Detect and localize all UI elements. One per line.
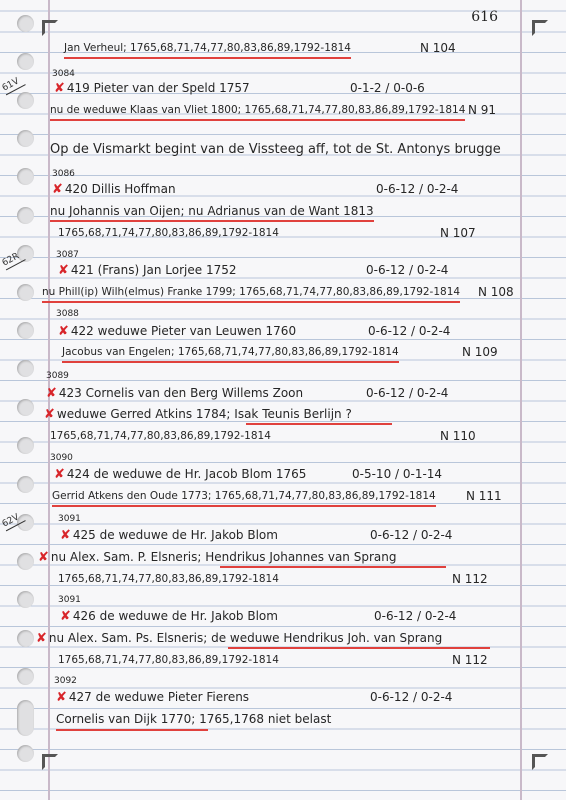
corner-marker bbox=[532, 754, 548, 770]
margin-note: 62R bbox=[0, 251, 22, 269]
entry-line: Jacobus van Engelen; 1765,68,71,74,77,80,83,86,89,1792-1814 bbox=[62, 344, 399, 363]
entry-number: N 109 bbox=[462, 345, 498, 359]
parcel-number: 3084 bbox=[52, 69, 75, 79]
parcel-number: 3091 bbox=[58, 595, 81, 605]
margin-note: 61V bbox=[0, 76, 21, 94]
entry-text: weduwe Gerred Atkins 1784; Isak Teunis Berlijn ? bbox=[56, 407, 352, 421]
entry-line bbox=[58, 527, 278, 544]
corner-marker bbox=[532, 20, 548, 36]
tax-amount: 0-6-12 / 0-2-4 bbox=[366, 263, 449, 277]
binder-hole bbox=[17, 668, 34, 685]
parcel-number: 3089 bbox=[46, 371, 69, 381]
entry-text: nu Alex. Sam. P. Elsneris; Hendrikus Johannes van Sprang bbox=[50, 550, 397, 564]
entry-line: 1765,68,71,74,77,80,83,86,89,1792-1814 bbox=[58, 573, 279, 585]
binder-hole bbox=[17, 360, 34, 377]
entry-line: 1765,68,71,74,77,80,83,86,89,1792-1814 bbox=[58, 654, 279, 666]
parcel-number: 3092 bbox=[54, 676, 77, 686]
entry-line: nu Johannis van Oijen; nu Adrianus van de Want 1813 bbox=[50, 203, 374, 222]
entry-text: 427 de weduwe Pieter Fierens bbox=[68, 690, 250, 704]
entry-line: nu Phill(ip) Wilh(elmus) Franke 1799; 1765,68,71,74,77,80,83,86,89,1792-1814 bbox=[42, 284, 460, 303]
binder-hole bbox=[17, 168, 34, 185]
tax-amount: 0-5-10 / 0-1-14 bbox=[352, 467, 443, 481]
entry-number: N 108 bbox=[478, 285, 514, 299]
margin-note: 62V bbox=[0, 512, 21, 530]
tax-amount: 0-6-12 / 0-2-4 bbox=[368, 324, 451, 338]
binder-hole bbox=[17, 53, 34, 70]
binder-hole bbox=[17, 476, 34, 493]
entry-number: N 111 bbox=[466, 489, 502, 503]
entry-number: N 107 bbox=[440, 226, 476, 240]
binder-hole bbox=[17, 15, 34, 32]
cross-mark: ✘ bbox=[44, 407, 55, 422]
binder-hole bbox=[17, 591, 34, 608]
cross-mark: ✘ bbox=[58, 263, 69, 278]
cross-mark: ✘ bbox=[54, 467, 65, 482]
parcel-number: 3087 bbox=[56, 250, 79, 260]
entry-number: N 110 bbox=[440, 429, 476, 443]
parcel-number: 3086 bbox=[52, 169, 75, 179]
entry-line: 1765,68,71,74,77,80,83,86,89,1792-1814 bbox=[50, 430, 271, 442]
underline-mark bbox=[220, 566, 446, 568]
binder-hole bbox=[17, 92, 34, 109]
parcel-number: 3090 bbox=[50, 453, 73, 463]
entry-text: 421 (Frans) Jan Lorjee 1752 bbox=[70, 263, 237, 277]
cross-mark: ✘ bbox=[58, 324, 69, 339]
entry-line bbox=[44, 385, 303, 402]
binder-hole bbox=[17, 745, 34, 762]
tax-amount: 0-6-12 / 0-2-4 bbox=[370, 690, 453, 704]
entry-line: Cornelis van Dijk 1770; 1765,1768 niet belast bbox=[56, 712, 332, 726]
binder-hole bbox=[17, 207, 34, 224]
binder-hole bbox=[17, 700, 34, 736]
underline-mark bbox=[228, 647, 490, 649]
cross-mark: ✘ bbox=[52, 182, 63, 197]
entry-text: 420 Dillis Hoffman bbox=[64, 182, 176, 196]
entry-line bbox=[56, 323, 296, 340]
binder-hole bbox=[17, 553, 34, 570]
entry-line bbox=[42, 406, 352, 423]
cross-mark: ✘ bbox=[46, 386, 57, 401]
cross-mark: ✘ bbox=[60, 609, 71, 624]
entry-line: Jan Verheul; 1765,68,71,74,77,80,83,86,89,1792-1814 bbox=[64, 40, 351, 59]
entry-text: 419 Pieter van der Speld 1757 bbox=[66, 81, 250, 95]
binder-hole bbox=[17, 399, 34, 416]
entry-line bbox=[36, 549, 396, 566]
parcel-number: 3088 bbox=[56, 309, 79, 319]
entry-line bbox=[54, 689, 249, 706]
tax-amount: 0-6-12 / 0-2-4 bbox=[376, 182, 459, 196]
page-number: 616 bbox=[471, 9, 498, 25]
entry-number: N 112 bbox=[452, 653, 488, 667]
entry-text: 426 de weduwe de Hr. Jakob Blom bbox=[72, 609, 278, 623]
binder-hole bbox=[17, 437, 34, 454]
margin-rule-right bbox=[520, 0, 522, 800]
cross-mark: ✘ bbox=[54, 81, 65, 96]
section-heading: Op de Vismarkt begint van de Vissteeg aff, tot de St. Antonys brugge bbox=[50, 142, 501, 157]
binder-hole bbox=[17, 130, 34, 147]
binder-hole bbox=[17, 322, 34, 339]
entry-line bbox=[52, 80, 250, 97]
entry-number: N 91 bbox=[468, 103, 497, 117]
cross-mark: ✘ bbox=[38, 550, 49, 565]
entry-number: N 104 bbox=[420, 41, 456, 55]
entry-line bbox=[56, 262, 237, 279]
cross-mark: ✘ bbox=[60, 528, 71, 543]
parcel-number: 3091 bbox=[58, 514, 81, 524]
underline-mark bbox=[246, 423, 392, 425]
entry-text: 422 weduwe Pieter van Leuwen 1760 bbox=[70, 324, 297, 338]
entry-line bbox=[34, 630, 442, 647]
cross-mark: ✘ bbox=[36, 631, 47, 646]
entry-line: Gerrid Atkens den Oude 1773; 1765,68,71,74,77,80,83,86,89,1792-1814 bbox=[52, 488, 436, 507]
binder-hole bbox=[17, 284, 34, 301]
tax-amount: 0-6-12 / 0-2-4 bbox=[370, 528, 453, 542]
entry-text: nu Alex. Sam. Ps. Elsneris; de weduwe Hendrikus Joh. van Sprang bbox=[48, 631, 443, 645]
entry-line: nu de weduwe Klaas van Vliet 1800; 1765,68,71,74,77,80,83,86,89,1792-1814 bbox=[50, 102, 465, 121]
tax-amount: 0-6-12 / 0-2-4 bbox=[366, 386, 449, 400]
tax-amount: 0-1-2 / 0-0-6 bbox=[350, 81, 425, 95]
entry-line bbox=[50, 181, 176, 198]
tax-amount: 0-6-12 / 0-2-4 bbox=[374, 609, 457, 623]
entry-text: 424 de weduwe de Hr. Jacob Blom 1765 bbox=[66, 467, 307, 481]
binder-hole bbox=[17, 630, 34, 647]
underline-mark bbox=[56, 729, 208, 731]
entry-line bbox=[58, 608, 278, 625]
entry-text: 423 Cornelis van den Berg Willems Zoon bbox=[58, 386, 304, 400]
entry-number: N 112 bbox=[452, 572, 488, 586]
cross-mark: ✘ bbox=[56, 690, 67, 705]
entry-line bbox=[52, 466, 306, 483]
corner-marker bbox=[42, 20, 58, 36]
corner-marker bbox=[42, 754, 58, 770]
entry-text: 425 de weduwe de Hr. Jakob Blom bbox=[72, 528, 278, 542]
entry-line: 1765,68,71,74,77,80,83,86,89,1792-1814 bbox=[58, 227, 279, 239]
